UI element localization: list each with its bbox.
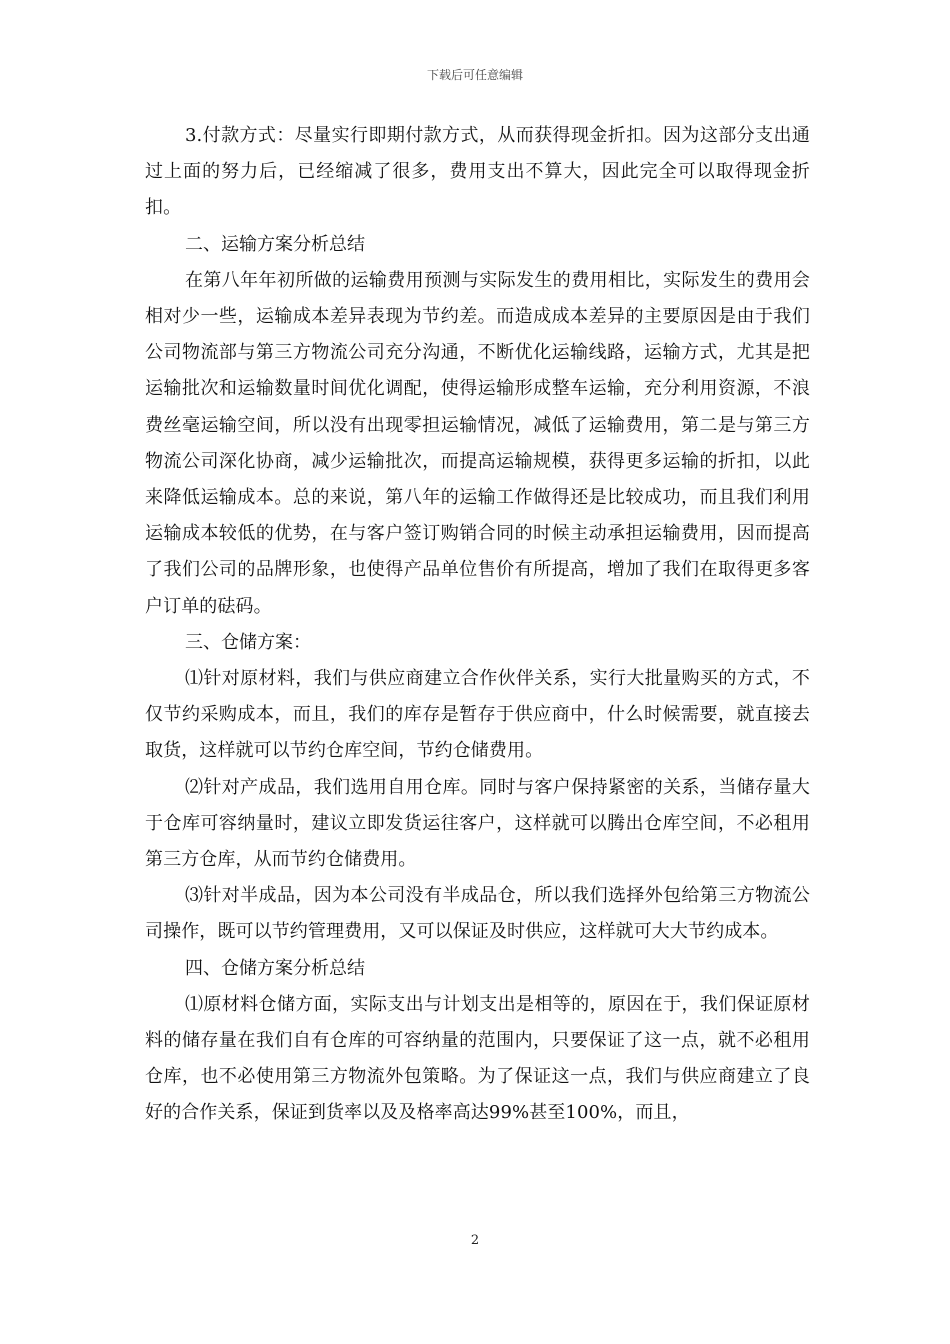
section-heading-transport-summary: 二、运输方案分析总结 [185, 233, 365, 255]
paragraph-finished-products: ⑵针对产成品，我们选用自用仓库。同时与客户保持紧密的关系，当储存量大于仓库可容纳量时，建议立即发货运往客户，这样就可以腾出仓库空间，不必租用第三方仓库，从而节约仓储费用。 [145, 776, 810, 871]
page-number: 2 [470, 1233, 480, 1248]
paragraph-payment-method: 3.付款方式：尽量实行即期付款方式，从而获得现金折扣。因为这部分支出通过上面的努力后，已经缩减了很多，费用支出不算大，因此完全可以取得现金折扣。 [145, 125, 810, 219]
page-header: 下载后可任意编辑 [426, 68, 523, 82]
section-heading-storage-summary: 四、仓储方案分析总结 [185, 957, 365, 979]
paragraph-raw-materials: ⑴针对原材料，我们与供应商建立合作伙伴关系，实行大批量购买的方式，不仅节约采购成本，而且，我们的库存是暂存于供应商中，什么时候需要，就直接去取货，这样就可以节约仓库空间，节约仓储费用。 [145, 668, 810, 762]
paragraph-raw-material-storage: ⑴原材料仓储方面，实际支出与计划支出是相等的，原因在于，我们保证原材料的储存量在我们自有仓库的可容纳量的范围内，只要保证了这一点，就不必租用仓库，也不必使用第三方物流外包策略。为了保证这一点，我们与供应商建立了良好的合作关系，保证到货率以及及格率高达99%甚至100%，而且， [145, 993, 810, 1124]
document-body [145, 118, 810, 1132]
paragraph-semi-finished: ⑶针对半成品，因为本公司没有半成品仓，所以我们选择外包给第三方物流公司操作，既可以节约管理费用，又可以保证及时供应，这样就可大大节约成本。 [145, 885, 810, 943]
paragraph-transport-analysis: 在第八年年初所做的运输费用预测与实际发生的费用相比，实际发生的费用会相对少一些，运输成本差异表现为节约差。而造成成本差异的主要原因是由于我们公司物流部与第三方物流公司充分沟通，不断优化运输线路，运输方式，尤其是把运输批次和运输数量时间优化调配，使得运输形成整车运输，充分利用资源，不浪费丝毫运输空间，所以没有出现零担运输情况，减低了运输费用，第二是与第三方物流公司深化协商，减少运输批次，而提高运输规模，获得更多运输的折扣，以此来降低运输成本。总的来说，第八年的运输工作做得还是比较成功，而且我们利用运输成本较低的优势，在与客户签订购销合同的时候主动承担运输费用，因而提高了我们公司的品牌形象，也使得产品单位售价有所提高，增加了我们在取得更多客户订单的砝码。 [145, 269, 810, 617]
section-heading-storage-plan: 三、仓储方案： [185, 631, 311, 653]
